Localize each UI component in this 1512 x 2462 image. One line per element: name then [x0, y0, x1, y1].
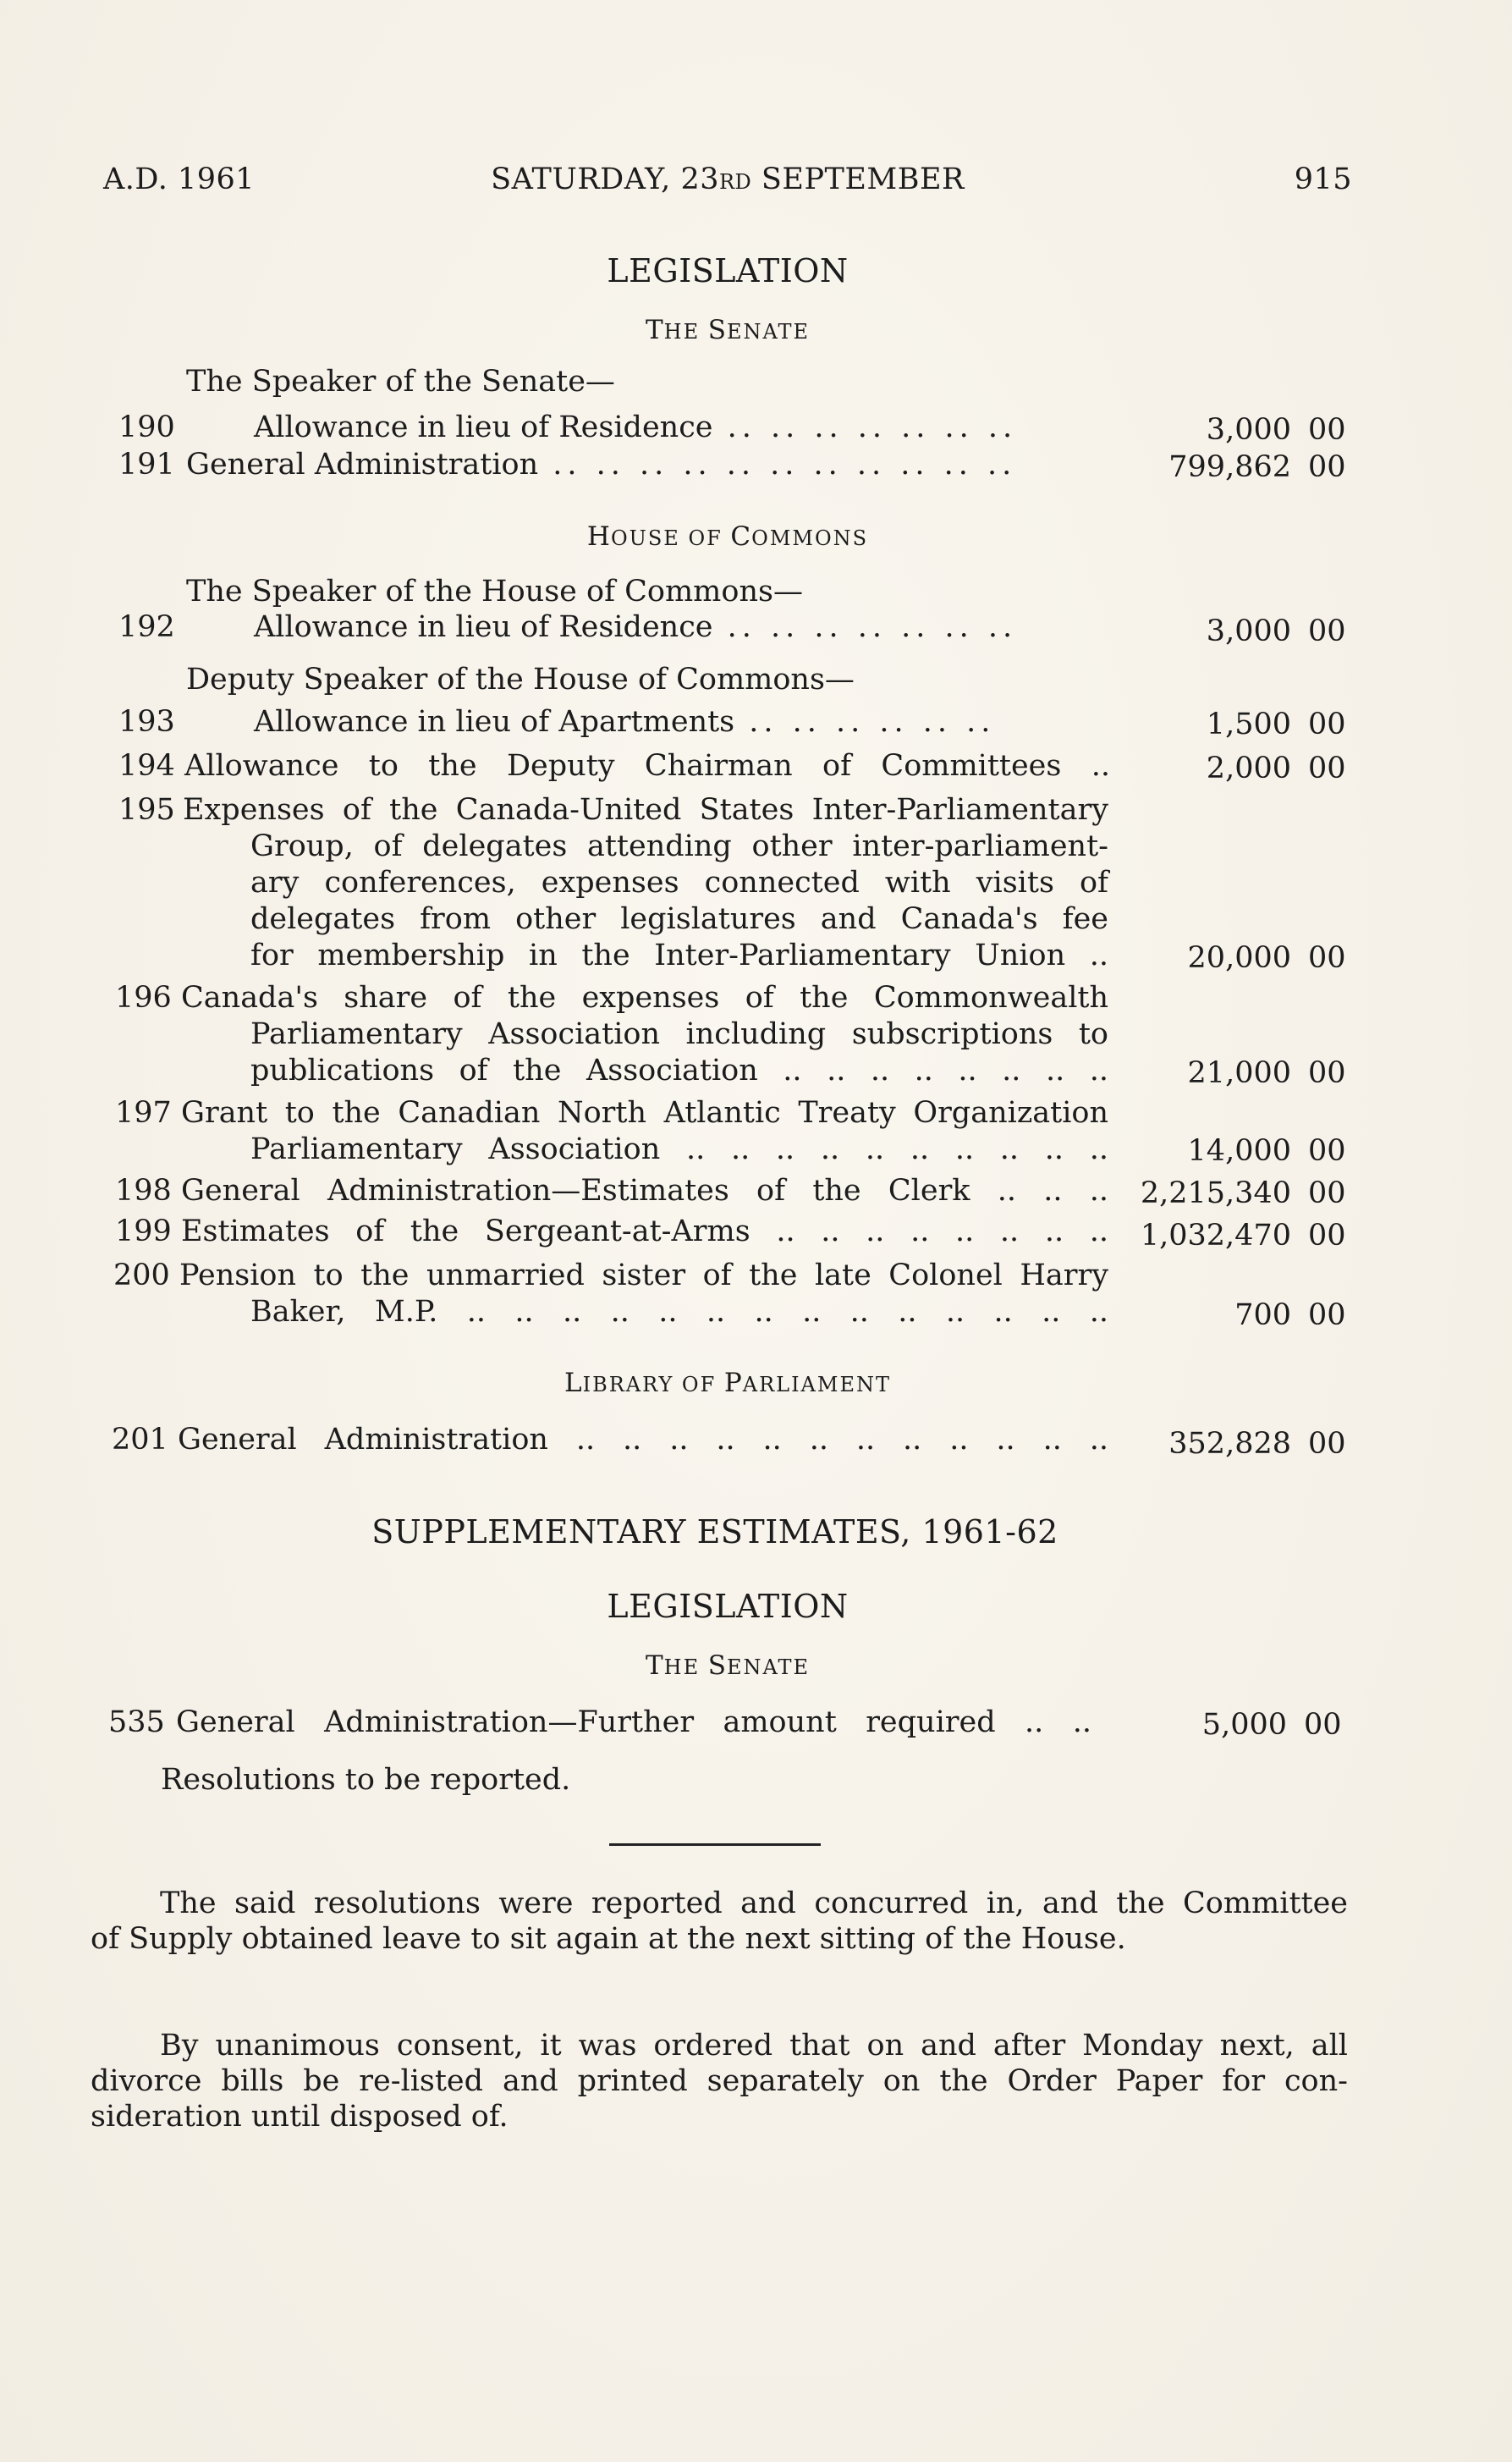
smallcap-cap: H: [586, 521, 611, 552]
vote-193-description: [254, 704, 995, 741]
vote-199-dollars: 1,032,470: [1140, 1219, 1291, 1253]
resolutions-note: Resolutions to be reported.: [161, 1763, 571, 1797]
vote-190-text: Allowance in lieu of Residence: [254, 410, 713, 444]
vote-535-number: 535: [108, 1705, 165, 1739]
smallcap-rest: HE: [663, 1655, 708, 1679]
vote-197-amount: [1188, 1134, 1345, 1168]
vote-192-cents: 00: [1308, 614, 1346, 648]
header-date: [103, 162, 1352, 196]
smallcap-rest: HE: [663, 320, 708, 344]
subheading-the-senate: [103, 315, 1352, 345]
vote-535-amount: [1202, 1708, 1341, 1742]
header-year: A.D. 1961: [103, 162, 256, 196]
smallcap-cap: T: [645, 1650, 664, 1681]
smallcap-cap: S: [707, 315, 727, 345]
vote-195-cents: 00: [1308, 941, 1346, 975]
vote-195-line: ary conferences, expenses connected with visits of: [250, 866, 1108, 900]
vote-192-amount: [1207, 614, 1345, 648]
vote-195-line: delegates from other legislatures and Canada's fee: [250, 902, 1108, 936]
vote-198-number: 198: [115, 1174, 172, 1208]
speaker-commons-label: The Speaker of the House of Commons—: [186, 575, 803, 609]
vote-196-number: 196: [115, 981, 172, 1015]
vote-199-cents: 00: [1308, 1219, 1346, 1253]
vote-198-description: General Administration—Estimates of the Clerk .. .. ..: [181, 1174, 1108, 1208]
vote-198-dollars: 2,215,340: [1140, 1176, 1291, 1210]
vote-191-description: [186, 447, 1016, 483]
speaker-senate-label: The Speaker of the Senate—: [186, 365, 615, 399]
section-divider: [609, 1843, 821, 1846]
vote-190-amount: [1207, 413, 1345, 447]
paragraph-line: The said resolutions were reported and concurred in, and the Committee: [160, 1886, 1348, 1920]
vote-196-line: publications of the Association .. .. .. .. .. .. .. ..: [250, 1054, 1108, 1088]
vote-201-description: General Administration .. .. .. .. .. .. .. .. .. .. .. ..: [178, 1423, 1108, 1457]
paragraph-line: sideration until disposed of.: [91, 2100, 509, 2134]
smallcap-rest: ENATE: [726, 1655, 811, 1679]
vote-197-line: Parliamentary Association .. .. .. .. .. .. .. .. .. ..: [250, 1132, 1108, 1166]
smallcap-cap: T: [645, 315, 664, 345]
smallcap-rest: IBRARY OF: [582, 1373, 724, 1396]
subheading-the-senate-supplementary: [103, 1650, 1352, 1681]
vote-190-description: [254, 410, 1017, 446]
page-number: 915: [1294, 162, 1352, 196]
smallcap-rest: OUSE OF: [610, 526, 731, 550]
vote-193-cents: 00: [1308, 708, 1346, 741]
smallcap-cap: L: [564, 1368, 583, 1398]
paragraph-line: By unanimous consent, it was ordered that on and after Monday next, all: [160, 2029, 1348, 2063]
vote-192-dollars: 3,000: [1206, 614, 1291, 648]
vote-201-amount: [1168, 1427, 1345, 1461]
vote-201-number: 201: [112, 1423, 168, 1457]
vote-195-dollars: 20,000: [1187, 941, 1291, 975]
vote-195-line: Group, of delegates attending other inter-parliament-: [250, 829, 1108, 863]
smallcap-rest: ARLIAMENT: [742, 1373, 891, 1396]
paragraph-line: divorce bills be re-listed and printed separately on the Order Paper for con-: [91, 2064, 1348, 2098]
vote-193-amount: [1207, 708, 1345, 741]
vote-190-cents: 00: [1308, 413, 1346, 447]
vote-196-dollars: 21,000: [1187, 1056, 1291, 1090]
vote-194-dollars: 2,000: [1206, 752, 1291, 785]
subheading-library-of-parliament: [103, 1368, 1352, 1398]
vote-195-amount: [1188, 941, 1345, 975]
vote-190-dots: .. .. .. .. .. .. ..: [712, 410, 1018, 444]
vote-195-number: 195: [118, 793, 175, 827]
vote-196-amount: [1188, 1056, 1345, 1090]
vote-193-number: 193: [118, 705, 175, 739]
vote-194-cents: 00: [1308, 752, 1346, 785]
vote-201-dollars: 352,828: [1168, 1427, 1291, 1461]
section-title-legislation-supplementary: LEGISLATION: [607, 1588, 849, 1625]
vote-194-description: Allowance to the Deputy Chairman of Committees ..: [184, 749, 1110, 783]
paragraph-resolutions-reported: [91, 1886, 1348, 1957]
vote-197-number: 197: [115, 1096, 172, 1130]
vote-198-amount: [1141, 1176, 1345, 1210]
header-date-day: SATURDAY, 23: [491, 162, 719, 196]
smallcap-cap: C: [730, 521, 752, 552]
vote-191-dollars: 799,862: [1168, 450, 1291, 484]
vote-535-dollars: 5,000: [1201, 1708, 1287, 1742]
vote-199-amount: [1141, 1219, 1345, 1253]
vote-200-amount: [1234, 1298, 1345, 1332]
section-title-supplementary: SUPPLEMENTARY ESTIMATES, 1961-62: [371, 1513, 1058, 1550]
vote-200-line: Pension to the unmarried sister of the late Colonel Harry: [179, 1259, 1108, 1292]
paragraph-unanimous-consent: [91, 2028, 1348, 2134]
vote-190-dollars: 3,000: [1206, 413, 1291, 447]
vote-192-text: Allowance in lieu of Residence: [254, 610, 713, 644]
vote-197-dollars: 14,000: [1187, 1134, 1291, 1168]
vote-199-description: Estimates of the Sergeant-at-Arms .. .. .. .. .. .. .. ..: [181, 1214, 1108, 1248]
vote-200-number: 200: [113, 1259, 170, 1292]
vote-197-line: Grant to the Canadian North Atlantic Treaty Organization: [181, 1096, 1108, 1130]
vote-191-number: 191: [118, 448, 175, 482]
vote-191-amount: [1168, 450, 1345, 484]
subheading-house-of-commons: [103, 521, 1352, 552]
vote-535-cents: 00: [1304, 1708, 1342, 1742]
vote-200-line: Baker, M.P. .. .. .. .. .. .. .. .. .. .. .. .. .. ..: [250, 1295, 1108, 1329]
vote-196-line: Parliamentary Association including subscriptions to: [250, 1017, 1108, 1051]
smallcap-rest: OMMONS: [751, 526, 869, 550]
vote-194-number: 194: [118, 749, 175, 783]
smallcap-cap: S: [707, 1650, 727, 1681]
vote-197-cents: 00: [1308, 1134, 1346, 1168]
vote-192-number: 192: [118, 610, 175, 644]
smallcap-cap: P: [723, 1368, 743, 1398]
vote-191-dots: .. .. .. .. .. .. .. .. .. .. ..: [538, 448, 1017, 482]
vote-199-number: 199: [115, 1214, 172, 1248]
vote-200-dollars: 700: [1234, 1298, 1291, 1332]
vote-191-cents: 00: [1308, 450, 1346, 484]
paragraph-line: of Supply obtained leave to sit again at the next sitting of the House.: [91, 1922, 1126, 1956]
smallcap-rest: ENATE: [726, 320, 811, 344]
vote-201-cents: 00: [1308, 1427, 1346, 1461]
vote-200-cents: 00: [1308, 1298, 1346, 1332]
vote-191-text: General Administration: [186, 448, 539, 482]
vote-193-text: Allowance in lieu of Apartments: [254, 705, 735, 739]
header-date-month: SEPTEMBER: [751, 162, 965, 196]
vote-198-cents: 00: [1308, 1176, 1346, 1210]
vote-192-description: [254, 609, 1017, 646]
vote-194-amount: [1207, 752, 1345, 785]
deputy-speaker-label: Deputy Speaker of the House of Commons—: [186, 663, 855, 697]
vote-195-line: Expenses of the Canada-United States Inter-Parliamentary: [183, 793, 1108, 827]
vote-192-dots: .. .. .. .. .. .. ..: [712, 610, 1018, 644]
vote-193-dots: .. .. .. .. .. ..: [734, 705, 996, 739]
vote-196-line: Canada's share of the expenses of the Commonwealth: [181, 981, 1108, 1015]
vote-535-description: General Administration—Further amount required .. ..: [176, 1705, 1091, 1739]
section-title-legislation: LEGISLATION: [607, 252, 849, 289]
header-date-suffix: RD: [718, 170, 752, 194]
vote-195-line: for membership in the Inter-Parliamentary Union ..: [250, 939, 1108, 972]
vote-196-cents: 00: [1308, 1056, 1346, 1090]
vote-190-number: 190: [118, 410, 175, 444]
vote-193-dollars: 1,500: [1206, 708, 1291, 741]
